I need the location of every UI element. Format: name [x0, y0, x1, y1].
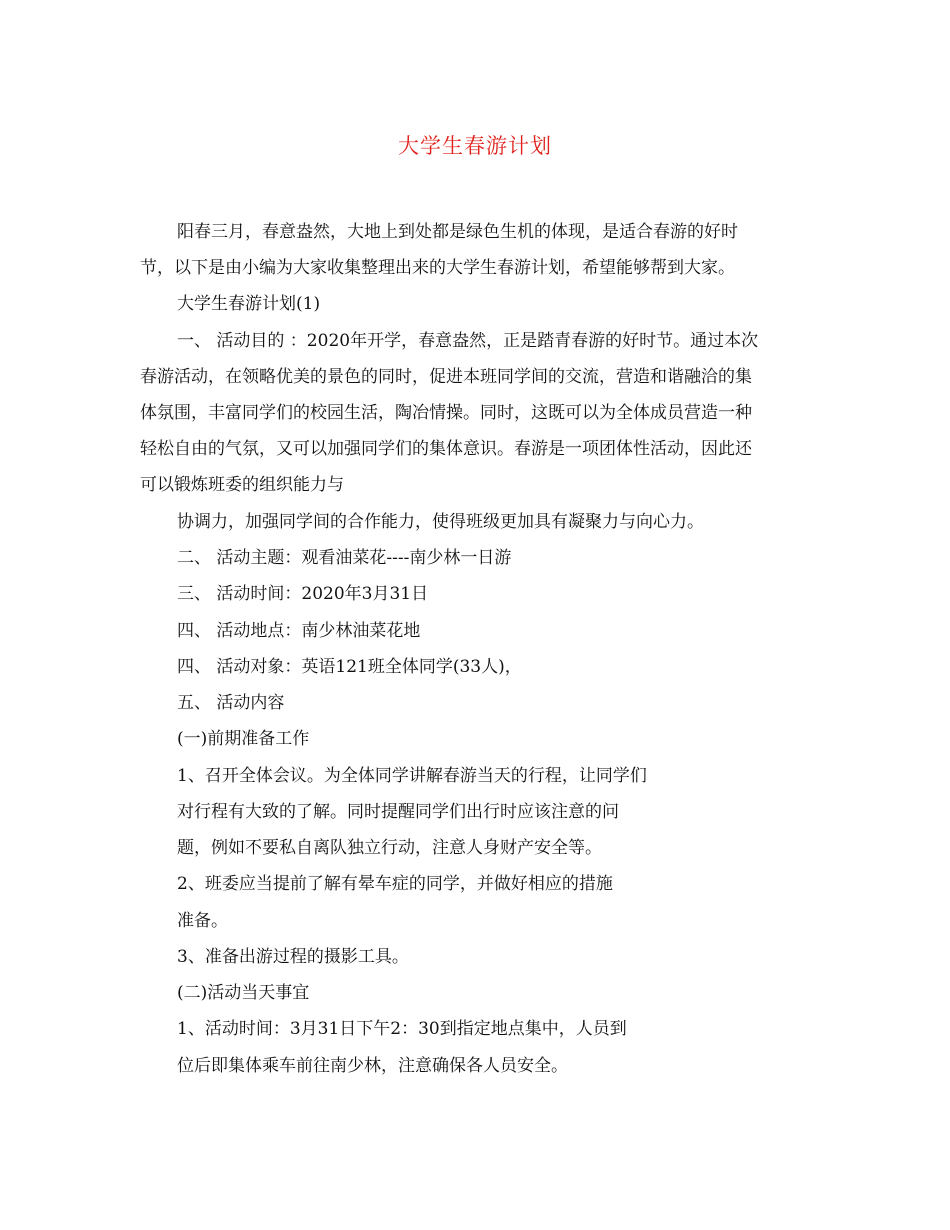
list-item-line: 题，例如不要私自离队独立行动，注意人身财产安全等。	[177, 838, 602, 858]
section-heading-plan-1: 大学生春游计划(1)	[177, 294, 321, 314]
paragraph-line-7: 轻松自由的气氛，又可以加强同学们的集体意识。春游是一项团体性活动，因此还	[140, 439, 752, 459]
paragraph-line-1: 阳春三月，春意盎然，大地上到处都是绿色生机的体现，是适合春游的好时	[177, 222, 738, 242]
list-item-line: 准备。	[177, 911, 228, 931]
list-item-line: 2、班委应当提前了解有晕车症的同学，并做好相应的措施	[177, 874, 613, 894]
paragraph-line-6: 体氛围，丰富同学们的校园生活，陶冶情操。同时，这既可以为全体成员营造一种	[140, 403, 752, 423]
activity-location: 四、 活动地点：南少林油菜花地	[177, 621, 421, 641]
list-item-line: 3、准备出游过程的摄影工具。	[177, 947, 409, 967]
subsection-day-of: (二)活动当天事宜	[177, 983, 310, 1003]
paragraph-line-4: 一、 活动目的 ：2020年开学，春意盎然，正是踏青春游的好时节。通过本次	[177, 331, 759, 351]
subsection-preparation: (一)前期准备工作	[177, 729, 310, 749]
list-item-line: 位后即集体乘车前往南少林，注意确保各人员安全。	[177, 1056, 568, 1076]
page-title: 大学生春游计划	[398, 134, 552, 158]
list-item-line: 1、召开全体会议。为全体同学讲解春游当天的行程，让同学们	[177, 766, 647, 786]
paragraph-line-5: 春游活动，在领略优美的景色的同时，促进本班同学间的交流，营造和谐融洽的集	[140, 367, 752, 387]
activity-time: 三、 活动时间：2020年3月31日	[177, 584, 429, 604]
activity-participants: 四、 活动对象：英语121班全体同学(33人)，	[177, 657, 522, 677]
paragraph-line-9: 协调力，加强同学间的合作能力，使得班级更加具有凝聚力与向心力。	[177, 512, 704, 532]
paragraph-line-2: 节，以下是由小编为大家收集整理出来的大学生春游计划，希望能够帮到大家。	[140, 258, 735, 278]
list-item-line: 1、活动时间：3月31日下午2：30到指定地点集中，人员到	[177, 1019, 627, 1039]
paragraph-line-8: 可以锻炼班委的组织能力与	[140, 475, 344, 495]
activity-theme: 二、 活动主题：观看油菜花----南少林一日游	[177, 548, 512, 568]
list-item-line: 对行程有大致的了解。同时提醒同学们出行时应该注意的问	[177, 802, 619, 822]
activity-content-heading: 五、 活动内容	[177, 693, 285, 713]
